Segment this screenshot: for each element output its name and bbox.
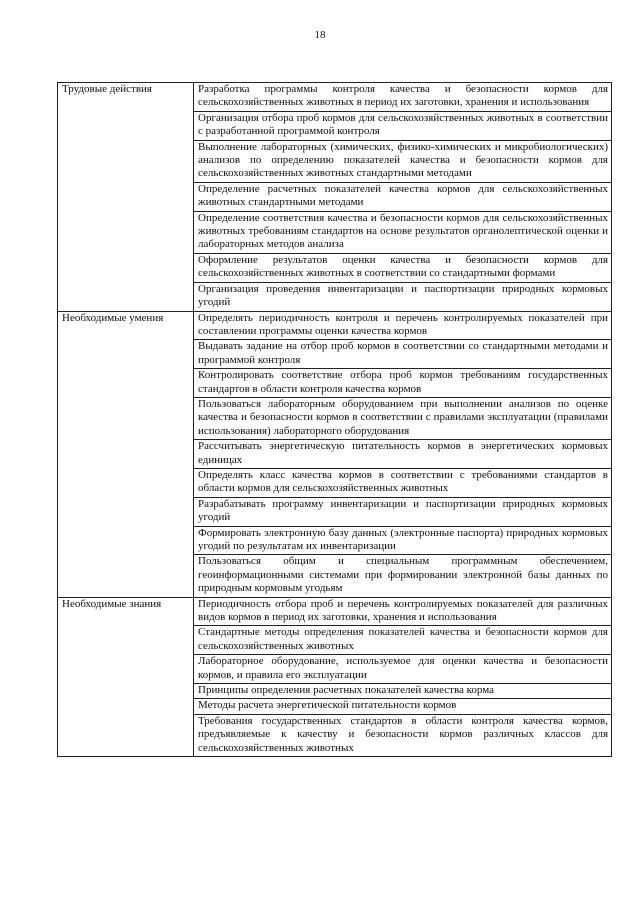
- competency-table: [57, 82, 612, 757]
- section-item: Формировать электронную базу данных (электронные паспорта) природных кормовых угодий по результатам их инвентаризации: [194, 526, 612, 555]
- section-item: Выдавать задание на отбор проб кормов в соответствии со стандартными методами и программой контроля: [194, 340, 612, 369]
- table-row: [58, 83, 612, 112]
- section-item: Разрабатывать программу инвентаризации и паспортизации природных кормовых угодий: [194, 497, 612, 526]
- section-item: Принципы определения расчетных показателей качества корма: [194, 684, 612, 699]
- section-item: Требования государственных стандартов в области контроля качества кормов, предъявляемые к качеству и безопасности кормов различных классов для сельскохозяйственных животных: [194, 714, 612, 756]
- section-item: Рассчитывать энергетическую питательность кормов в энергетических кормовых единицах: [194, 440, 612, 469]
- section-item: Пользоваться лабораторным оборудованием при выполнении анализов по оценке качества и безопасности кормов в соответствии с правилами эксплуатации (правилами использования) лабораторного оборудования: [194, 397, 612, 439]
- section-item: Периодичность отбора проб и перечень контролируемых показателей для различных видов кормов в период их заготовки, хранения и использования: [194, 597, 612, 626]
- section-item: Организация проведения инвентаризации и паспортизации природных кормовых угодий: [194, 282, 612, 311]
- section-item: Пользоваться общим и специальным программным обеспечением, геоинформационными системами при формировании электронной базы данных по природным кормовым угодьям: [194, 555, 612, 597]
- section-item: Определять класс качества кормов в соответствии с требованиями стандартов в области кормов для сельскохозяйственных животных: [194, 468, 612, 497]
- section-item: Оформление результатов оценки качества и безопасности кормов для сельскохозяйственных животных в соответствии со стандартными формами: [194, 253, 612, 282]
- table-row: [58, 311, 612, 340]
- section-item: Лабораторное оборудование, используемое для оценки качества и безопасности кормов, и правила его эксплуатации: [194, 655, 612, 684]
- section-item: Методы расчета энергетической питательности кормов: [194, 699, 612, 714]
- section-title: Необходимые умения: [58, 311, 194, 597]
- section-item: Контролировать соответствие отбора проб кормов требованиям государственных стандартов в области контроля качества кормов: [194, 369, 612, 398]
- section-item: Определение соответствия качества и безопасности кормов для сельскохозяйственных животных требованиям стандартов на основе результатов органолептической оценки и лабораторных методов анализа: [194, 211, 612, 253]
- page-number: 18: [314, 29, 326, 41]
- section-item: Разработка программы контроля качества и безопасности кормов для сельскохозяйственных животных в период их заготовки, хранения и использования: [194, 83, 612, 112]
- table-row: [58, 597, 612, 626]
- section-item: Стандартные методы определения показателей качества и безопасности кормов для сельскохозяйственных животных: [194, 626, 612, 655]
- section-item: Определять периодичность контроля и перечень контролируемых показателей при составлении программы оценки качества кормов: [194, 311, 612, 340]
- section-title: Необходимые знания: [58, 597, 194, 756]
- section-item: Определение расчетных показателей качества кормов для сельскохозяйственных животных стандартными методами: [194, 182, 612, 211]
- section-title: Трудовые действия: [58, 83, 194, 312]
- section-item: Организация отбора проб кормов для сельскохозяйственных животных в соответствии с разработанной программой контроля: [194, 111, 612, 140]
- section-item: Выполнение лабораторных (химических, физико-химических и микробиологических) анализов по определению показателей качества и безопасности кормов для сельскохозяйственных животных стандартными методами: [194, 140, 612, 182]
